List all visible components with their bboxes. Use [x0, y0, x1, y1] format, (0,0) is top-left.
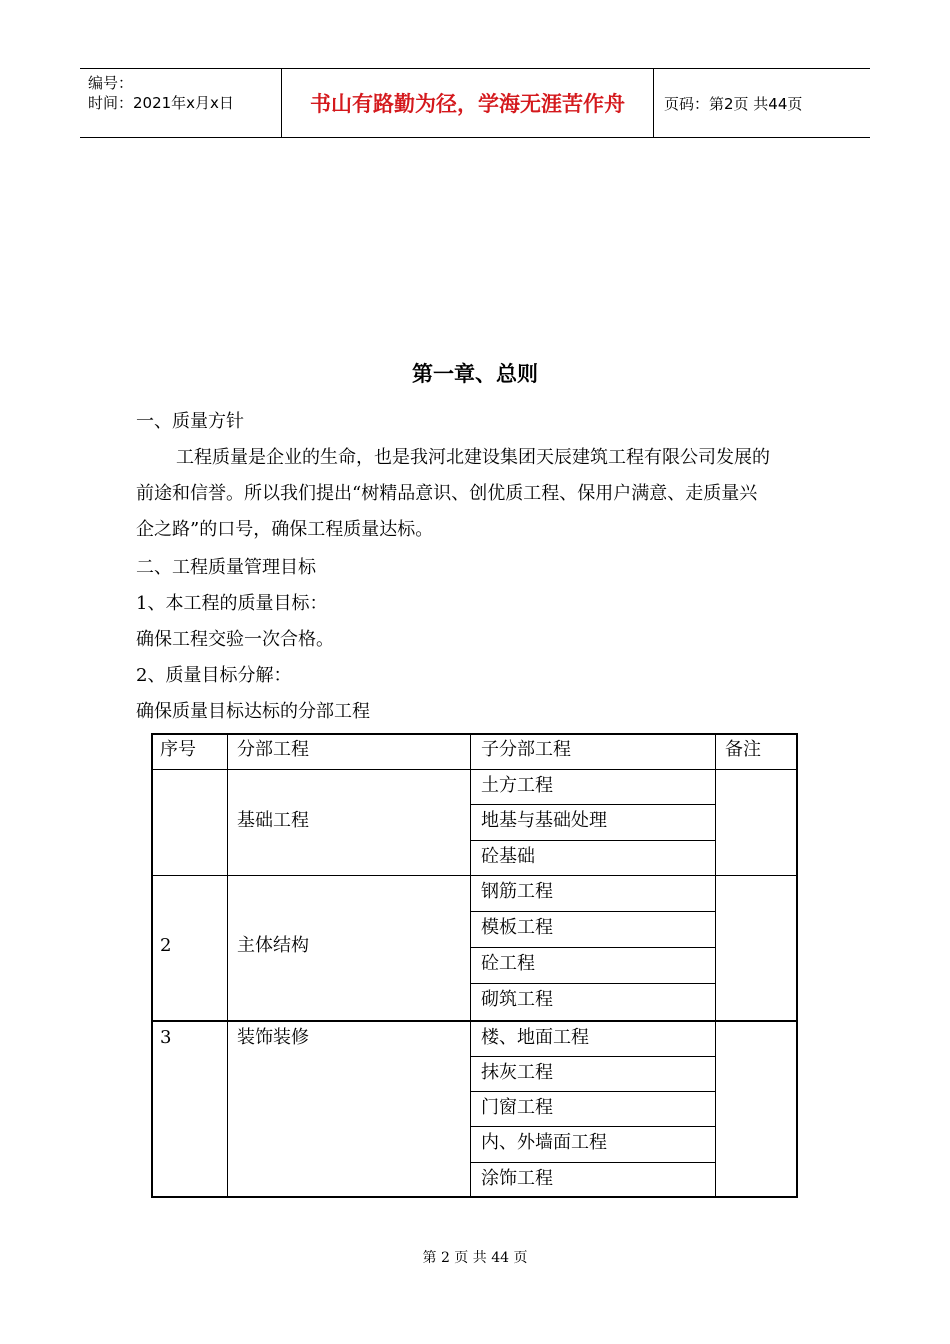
table-rule — [470, 733, 471, 1198]
table-rule — [151, 769, 798, 770]
page-footer: 第 2 页 共 44 页 — [422, 1250, 528, 1266]
table-cell-division: 基础工程 — [237, 810, 309, 831]
table-rule — [470, 1056, 715, 1057]
table-rule — [227, 733, 228, 1198]
table-border — [151, 1196, 798, 1198]
list-item: 2、质量目标分解： — [136, 665, 292, 686]
table-cell-division: 装饰装修 — [237, 1027, 309, 1048]
paragraph-line: 前途和信誉。所以我们提出“树精品意识、创优质工程、保用户满意、走质量兴 — [136, 483, 758, 504]
table-header-division: 分部工程 — [237, 739, 309, 760]
table-rule — [470, 1091, 715, 1092]
table-cell-subdivision: 地基与基础处理 — [481, 810, 607, 831]
table-cell-subdivision: 砌筑工程 — [481, 989, 553, 1010]
table-cell-subdivision: 砼基础 — [481, 846, 535, 867]
table-rule — [470, 911, 715, 912]
table-rule — [470, 983, 715, 984]
page-header — [80, 68, 870, 138]
list-item-text: 确保质量目标达标的分部工程 — [136, 701, 370, 722]
table-rule — [151, 1020, 798, 1022]
table-cell-subdivision: 砼工程 — [481, 953, 535, 974]
table-cell-subdivision: 楼、地面工程 — [481, 1027, 589, 1048]
table-rule — [151, 875, 798, 876]
paragraph-line: 企之路”的口号，确保工程质量达标。 — [136, 519, 434, 540]
table-cell-subdivision: 模板工程 — [481, 917, 553, 938]
list-item: 1、本工程的质量目标： — [136, 593, 328, 614]
table-cell-subdivision: 抹灰工程 — [481, 1062, 553, 1083]
chapter-title: 第一章、总则 — [412, 362, 538, 386]
document-time: 时间：2021年x月x日 — [88, 94, 234, 112]
table-rule — [715, 733, 716, 1198]
table-cell-division: 主体结构 — [237, 935, 309, 956]
table-cell-subdivision: 土方工程 — [481, 775, 553, 796]
table-rule — [470, 1162, 715, 1163]
table-header-remarks: 备注 — [725, 739, 761, 760]
table-border — [151, 733, 153, 1198]
table-cell-subdivision: 涂饰工程 — [481, 1168, 553, 1189]
table-rule — [470, 1126, 715, 1127]
header-page-info: 页码：第2页 共44页 — [664, 94, 803, 113]
table-cell-subdivision: 门窗工程 — [481, 1097, 553, 1118]
table-rule — [470, 947, 715, 948]
table-rule — [470, 804, 715, 805]
table-cell-no: 2 — [160, 935, 172, 956]
table-cell-no: 3 — [160, 1027, 172, 1048]
document-number-label: 编号： — [88, 74, 134, 92]
list-item-text: 确保工程交验一次合格。 — [136, 629, 334, 650]
header-motto: 书山有路勤为径，学海无涯苦作舟 — [310, 92, 625, 116]
table-rule — [470, 840, 715, 841]
section-heading-quality-goals: 二、工程质量管理目标 — [136, 557, 316, 578]
sub-division-table — [151, 733, 798, 1198]
table-header-subdivision: 子分部工程 — [481, 739, 571, 760]
table-cell-subdivision: 内、外墙面工程 — [481, 1132, 607, 1153]
header-meta — [88, 73, 234, 113]
paragraph-line: 工程质量是企业的生命，也是我河北建设集团天辰建筑工程有限公司发展的 — [176, 447, 770, 468]
table-border — [151, 733, 798, 735]
header-divider — [653, 69, 654, 137]
table-header-no: 序号 — [160, 739, 196, 760]
table-cell-subdivision: 钢筋工程 — [481, 881, 553, 902]
table-border — [796, 733, 798, 1198]
section-heading-quality-policy: 一、质量方针 — [136, 411, 244, 432]
